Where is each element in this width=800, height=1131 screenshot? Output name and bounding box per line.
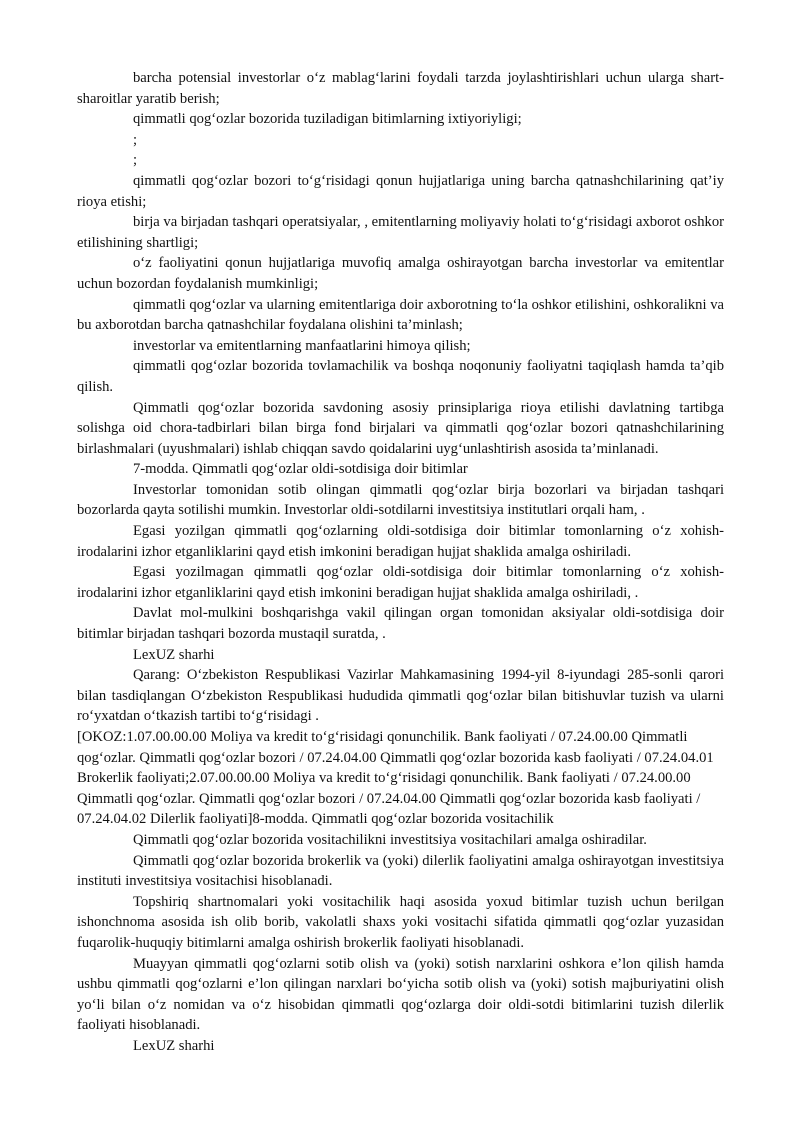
paragraph-empty-item-2: ;: [133, 152, 138, 169]
paragraph-resale: Investorlar tomonidan sotib olingan qimmatli qog‘ozlar birja bozorlari va birjadan tashqari bozorlarda qayta sotilishi mumkin. Investorlar oldi-sotdilarni investitsiya institutlari orqali ham, .: [77, 481, 724, 519]
paragraph-fraud-prohibition: qimmatli qog‘ozlar bozorida tovlamachilik va boshqa noqonuniy faoliyatni taqiqlash hamda ta’qib qilish.: [77, 358, 724, 395]
lexuz-commentary-label: LexUZ sharhi: [133, 646, 215, 663]
paragraph-intermediaries: Qimmatli qog‘ozlar bozorida vositachilikni investitsiya vositachilari amalga oshiradilar.: [133, 831, 647, 848]
paragraph-bearer-securities: Egasi yozilmagan qimmatli qog‘ozlar oldi-sotdisiga doir bitimlar tomonlarning o‘z xohish-irodalarini izhor etganliklarini qayd etish imkonini beradigan hujjat shaklida amalga oshiriladi, .: [77, 564, 724, 601]
paragraph-brokerage: Topshiriq shartnomalari yoki vositachilik haqi asosida yoxud bitimlar tuzish uchun berilgan ishonchnoma asosida ish olib borib, vakolatli shaxs yoki vositachi sifatida qimmatli qog‘ozlar yuzasidan fuqarolik-huquqiy bitimlarni amalga oshirish brokerlik faoliyati hisoblanadi.: [77, 893, 724, 951]
article-7-heading: 7-modda. Qimmatli qog‘ozlar oldi-sotdisiga doir bitimlar: [133, 461, 468, 478]
lexuz-commentary-label-2: LexUZ sharhi: [133, 1037, 215, 1054]
paragraph-see-also: Qarang: O‘zbekiston Respublikasi Vazirlar Mahkamasining 1994-yil 8-iyundagi 285-sonli qarori bilan tasdiqlangan O‘zbekiston Respublikasi hududida qimmatli qog‘ozlar bilan bitishuvlar tuzish va ularni ro‘yxatdan o‘tkazish tartibi to‘g‘risidagi .: [77, 667, 724, 725]
paragraph-empty-item-1: ;: [133, 131, 138, 148]
paragraph-voluntary-transactions: qimmatli qog‘ozlar bozorida tuziladigan bitimlarning ixtiyoriyligi;: [133, 111, 522, 128]
paragraph-information-disclosure: qimmatli qog‘ozlar va ularning emitentlariga doir axborotning to‘la oshkor etilishini, oshkoralikni va bu axborotdan barcha qatnashchilar foydalana olishini ta’minlash;: [77, 296, 724, 334]
paragraph-market-access: o‘z faoliyatini qonun hujjatlariga muvofiq amalga oshirayotgan barcha investorlar va emitentlar uchun bozordan foydalanish mumkinligi;: [77, 255, 724, 292]
paragraph-dealer-activity: Muayyan qimmatli qog‘ozlarni sotib olish va (yoki) sotish narxlarini oshkora e’lon qilish hamda ushbu qimmatli qog‘ozlarni e’lon qilingan narxlari bo‘yicha sotib olish va (yoki) sotish majburiyatini olish yo‘li bilan o‘z nomidan va o‘z hisobidan qimmatli qog‘ozlarga doir oldi-sotdi bitimlarini tuzish dilerlik faoliyati hisoblanadi.: [77, 955, 724, 1034]
paragraph-law-compliance: qimmatli qog‘ozlar bozori to‘g‘risidagi qonun hujjatlariga uning barcha qatnashchilarining qat’iy rioya etishi;: [77, 172, 724, 210]
paragraph-investment-intermediary: Qimmatli qog‘ozlar bozorida brokerlik va (yoki) dilerlik faoliyatini amalga oshirayotgan investitsiya instituti investitsiya vositachisi hisoblanadi.: [77, 852, 724, 890]
paragraph-disclosure-mandatory: birja va birjadan tashqari operatsiyalar, , emitentlarning moliyaviy holati to‘g‘risidagi axborot oshkor etilishining shartligi;: [77, 214, 724, 251]
document-page: [77, 68, 724, 1057]
paragraph-trading-principles: Qimmatli qog‘ozlar bozorida savdoning asosiy prinsiplariga rioya etilishi davlatning tartibga solishga oid chora-tadbirlari bilan birga fond birjalari va qimmatli qog‘ozlar bozori qatnashchilarining birlashmalari (uyushmalari) ishlab chiqqan savdo qoidalarini uyg‘unlashtirish asosida ta’minlanadi.: [77, 399, 724, 457]
paragraph-state-property: Davlat mol-mulkini boshqarishga vakil qilingan organ tomonidan aksiyalar oldi-sotdisiga doir bitimlar birjadan tashqari bozorda mustaqil suratda, .: [77, 605, 724, 643]
paragraph-registered-securities: Egasi yozilgan qimmatli qog‘ozlarning oldi-sotdisiga doir bitimlar tomonlarning o‘z xohish-irodalarini izhor etganliklarini qayd etish imkonini beradigan hujjat shaklida amalga oshiriladi.: [77, 523, 724, 560]
paragraph-investor-conditions: barcha potensial investorlar o‘z mablag‘larini foydali tarzda joylashtirishlari uchun ularga shart-sharoitlar yaratib berish;: [77, 70, 724, 107]
paragraph-interest-protection: investorlar va emitentlarning manfaatlarini himoya qilish;: [133, 337, 471, 354]
paragraph-okoz-classification: [OKOZ:1.07.00.00.00 Moliya va kredit to‘g‘risidagi qonunchilik. Bank faoliyati / 07.24.00.00 Qimmatli qog‘ozlar. Qimmatli qog‘ozlar bozori / 07.24.04.00 Qimmatli qog‘ozlar bozorida kasb faoliyati / 07.24.04.01 Brokerlik faoliyati;2.07.00.00.00 Moliya va kredit to‘g‘risidagi qonunchilik. Bank faoliyati / 07.24.00.00 Qimmatli qog‘ozlar. Qimmatli qog‘ozlar bozori / 07.24.04.00 Qimmatli qog‘ozlar bozorida kasb faoliyati / 07.24.04.02 Dilerlik faoliyati]8-modda. Qimmatli qog‘ozlar bozorida vositachilik: [77, 729, 714, 828]
